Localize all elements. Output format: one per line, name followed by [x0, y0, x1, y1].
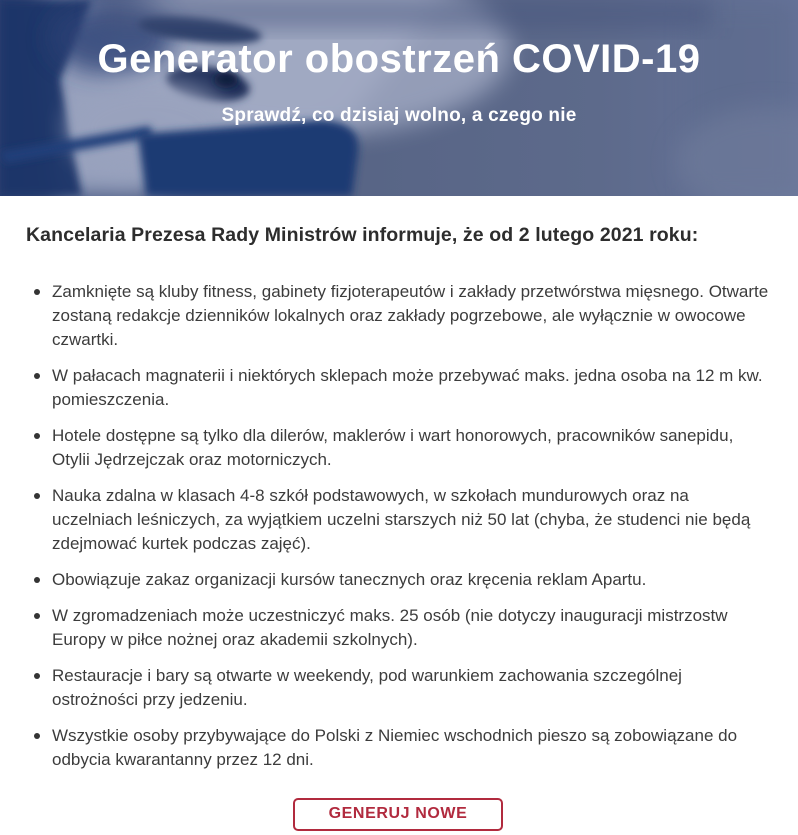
bullet-dot [34, 733, 40, 739]
page-title: Generator obostrzeń COVID-19 [97, 37, 701, 81]
restriction-item [26, 484, 770, 556]
restriction-item [26, 664, 770, 712]
restrictions-list [26, 280, 770, 772]
restriction-item [26, 364, 770, 412]
restriction-text: Restauracje i bary są otwarte w weekendy, pod warunkiem zachowania szczególnej ostrożności przy jedzeniu. [52, 666, 682, 709]
hero-header [0, 0, 798, 196]
hero-text-block [0, 0, 798, 127]
bullet-dot [34, 577, 40, 583]
bullet-dot [34, 433, 40, 439]
bullet-dot [34, 373, 40, 379]
generate-new-button[interactable]: GENERUJ NOWE [293, 798, 504, 831]
restriction-item [26, 424, 770, 472]
restriction-text: Zamknięte są kluby fitness, gabinety fizjoterapeutów i zakłady przetwórstwa mięsnego. Otwarte zostaną redakcje dzienników lokalnych oraz zakłady pogrzebowe, ale wyłącznie w owocowe czwartki. [52, 282, 769, 349]
restriction-text: Hotele dostępne są tylko dla dilerów, maklerów i wart honorowych, pracowników sanepidu, Otylii Jędrzejczak oraz motorniczych. [52, 426, 734, 469]
page-subtitle: Sprawdź, co dzisiaj wolno, a czego nie [221, 105, 577, 126]
button-row [26, 798, 770, 831]
restriction-item [26, 568, 770, 592]
restriction-text: Obowiązuje zakaz organizacji kursów tanecznych oraz kręcenia reklam Apartu. [52, 570, 647, 589]
restriction-item [26, 604, 770, 652]
bullet-dot [34, 673, 40, 679]
bullet-dot [34, 289, 40, 295]
bullet-dot [34, 613, 40, 619]
restrictions-content [0, 196, 798, 831]
restriction-text: Wszystkie osoby przybywające do Polski z Niemiec wschodnich pieszo są zobowiązane do odbycia kwarantanny przez 12 dni. [52, 726, 738, 769]
bullet-dot [34, 493, 40, 499]
restriction-text: Nauka zdalna w klasach 4-8 szkół podstawowych, w szkołach mundurowych oraz na uczelniach leśniczych, za wyjątkiem uczelni starszych niż 50 lat (chyba, że studenci nie będą zdejmować kurtek podczas zajęć). [52, 486, 751, 553]
restriction-text: W zgromadzeniach może uczestniczyć maks. 25 osób (nie dotyczy inauguracji mistrzostw Europy w piłce nożnej oraz akademii szkolnych). [52, 606, 728, 649]
restriction-item [26, 280, 770, 352]
restriction-item [26, 724, 770, 772]
restriction-text: W pałacach magnaterii i niektórych sklepach może przebywać maks. jedna osoba na 12 m kw. pomieszczenia. [52, 366, 763, 409]
intro-heading: Kancelaria Prezesa Rady Ministrów informuje, że od 2 lutego 2021 roku: [26, 224, 699, 246]
